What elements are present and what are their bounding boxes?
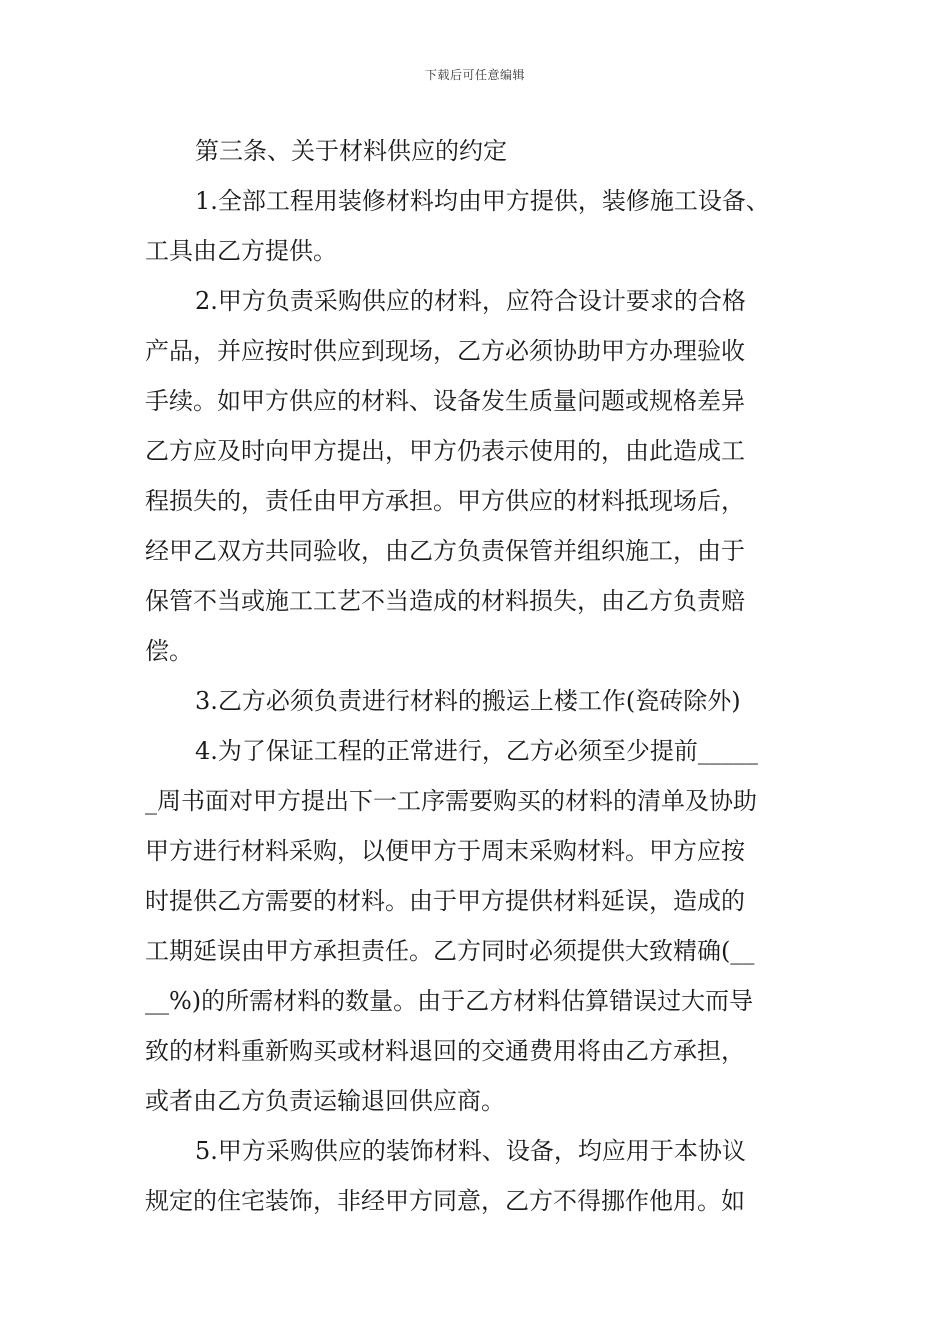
paragraph-line: 1.全部工程用装修材料均由甲方提供，装修施工设备、 [195,187,770,215]
paragraph-line: 保管不当或施工工艺不当造成的材料损失，由乙方负责赔 [145,587,745,615]
paragraph-line: 工期延误由甲方承担责任。乙方同时必须提供大致精确(__ [145,937,755,965]
paragraph-line: 时提供乙方需要的材料。由于甲方提供材料延误，造成的 [145,887,745,915]
paragraph-line: 程损失的，责任由甲方承担。甲方供应的材料抵现场后， [145,487,745,515]
paragraph-line: 5.甲方采购供应的装饰材料、设备，均应用于本协议 [195,1137,746,1165]
paragraph-line: 产品，并应按时供应到现场，乙方必须协助甲方办理验收 [145,337,745,365]
paragraph-line: 规定的住宅装饰，非经甲方同意，乙方不得挪作他用。如 [145,1187,745,1215]
paragraph-line: 2.甲方负责采购供应的材料，应符合设计要求的合格 [195,287,746,315]
paragraph-line: 甲方进行材料采购，以便甲方于周末采购材料。甲方应按 [145,837,745,865]
paragraph-line: 3.乙方必须负责进行材料的搬运上楼工作(瓷砖除外) [195,687,741,715]
document-body [145,126,810,1226]
article-heading: 第三条、关于材料供应的约定 [195,137,507,165]
page-header: 下载后可任意编辑 [424,68,525,82]
paragraph-line: 工具由乙方提供。 [145,237,337,265]
paragraph-line: __%)的所需材料的数量。由于乙方材料估算错误过大而导 [145,987,754,1015]
paragraph-line: 经甲乙双方共同验收，由乙方负责保管并组织施工，由于 [145,537,745,565]
paragraph-line: 或者由乙方负责运输退回供应商。 [145,1087,505,1115]
paragraph-line: 乙方应及时向甲方提出，甲方仍表示使用的，由此造成工 [145,437,745,465]
paragraph-line: _周书面对甲方提出下一工序需要购买的材料的清单及协助 [145,787,757,815]
paragraph-line: 致的材料重新购买或材料退回的交通费用将由乙方承担， [145,1037,745,1065]
paragraph-line: 偿。 [145,637,193,665]
paragraph-line: 4.为了保证工程的正常进行，乙方必须至少提前_____ [195,737,758,765]
paragraph-line: 手续。如甲方供应的材料、设备发生质量问题或规格差异 [145,387,745,415]
